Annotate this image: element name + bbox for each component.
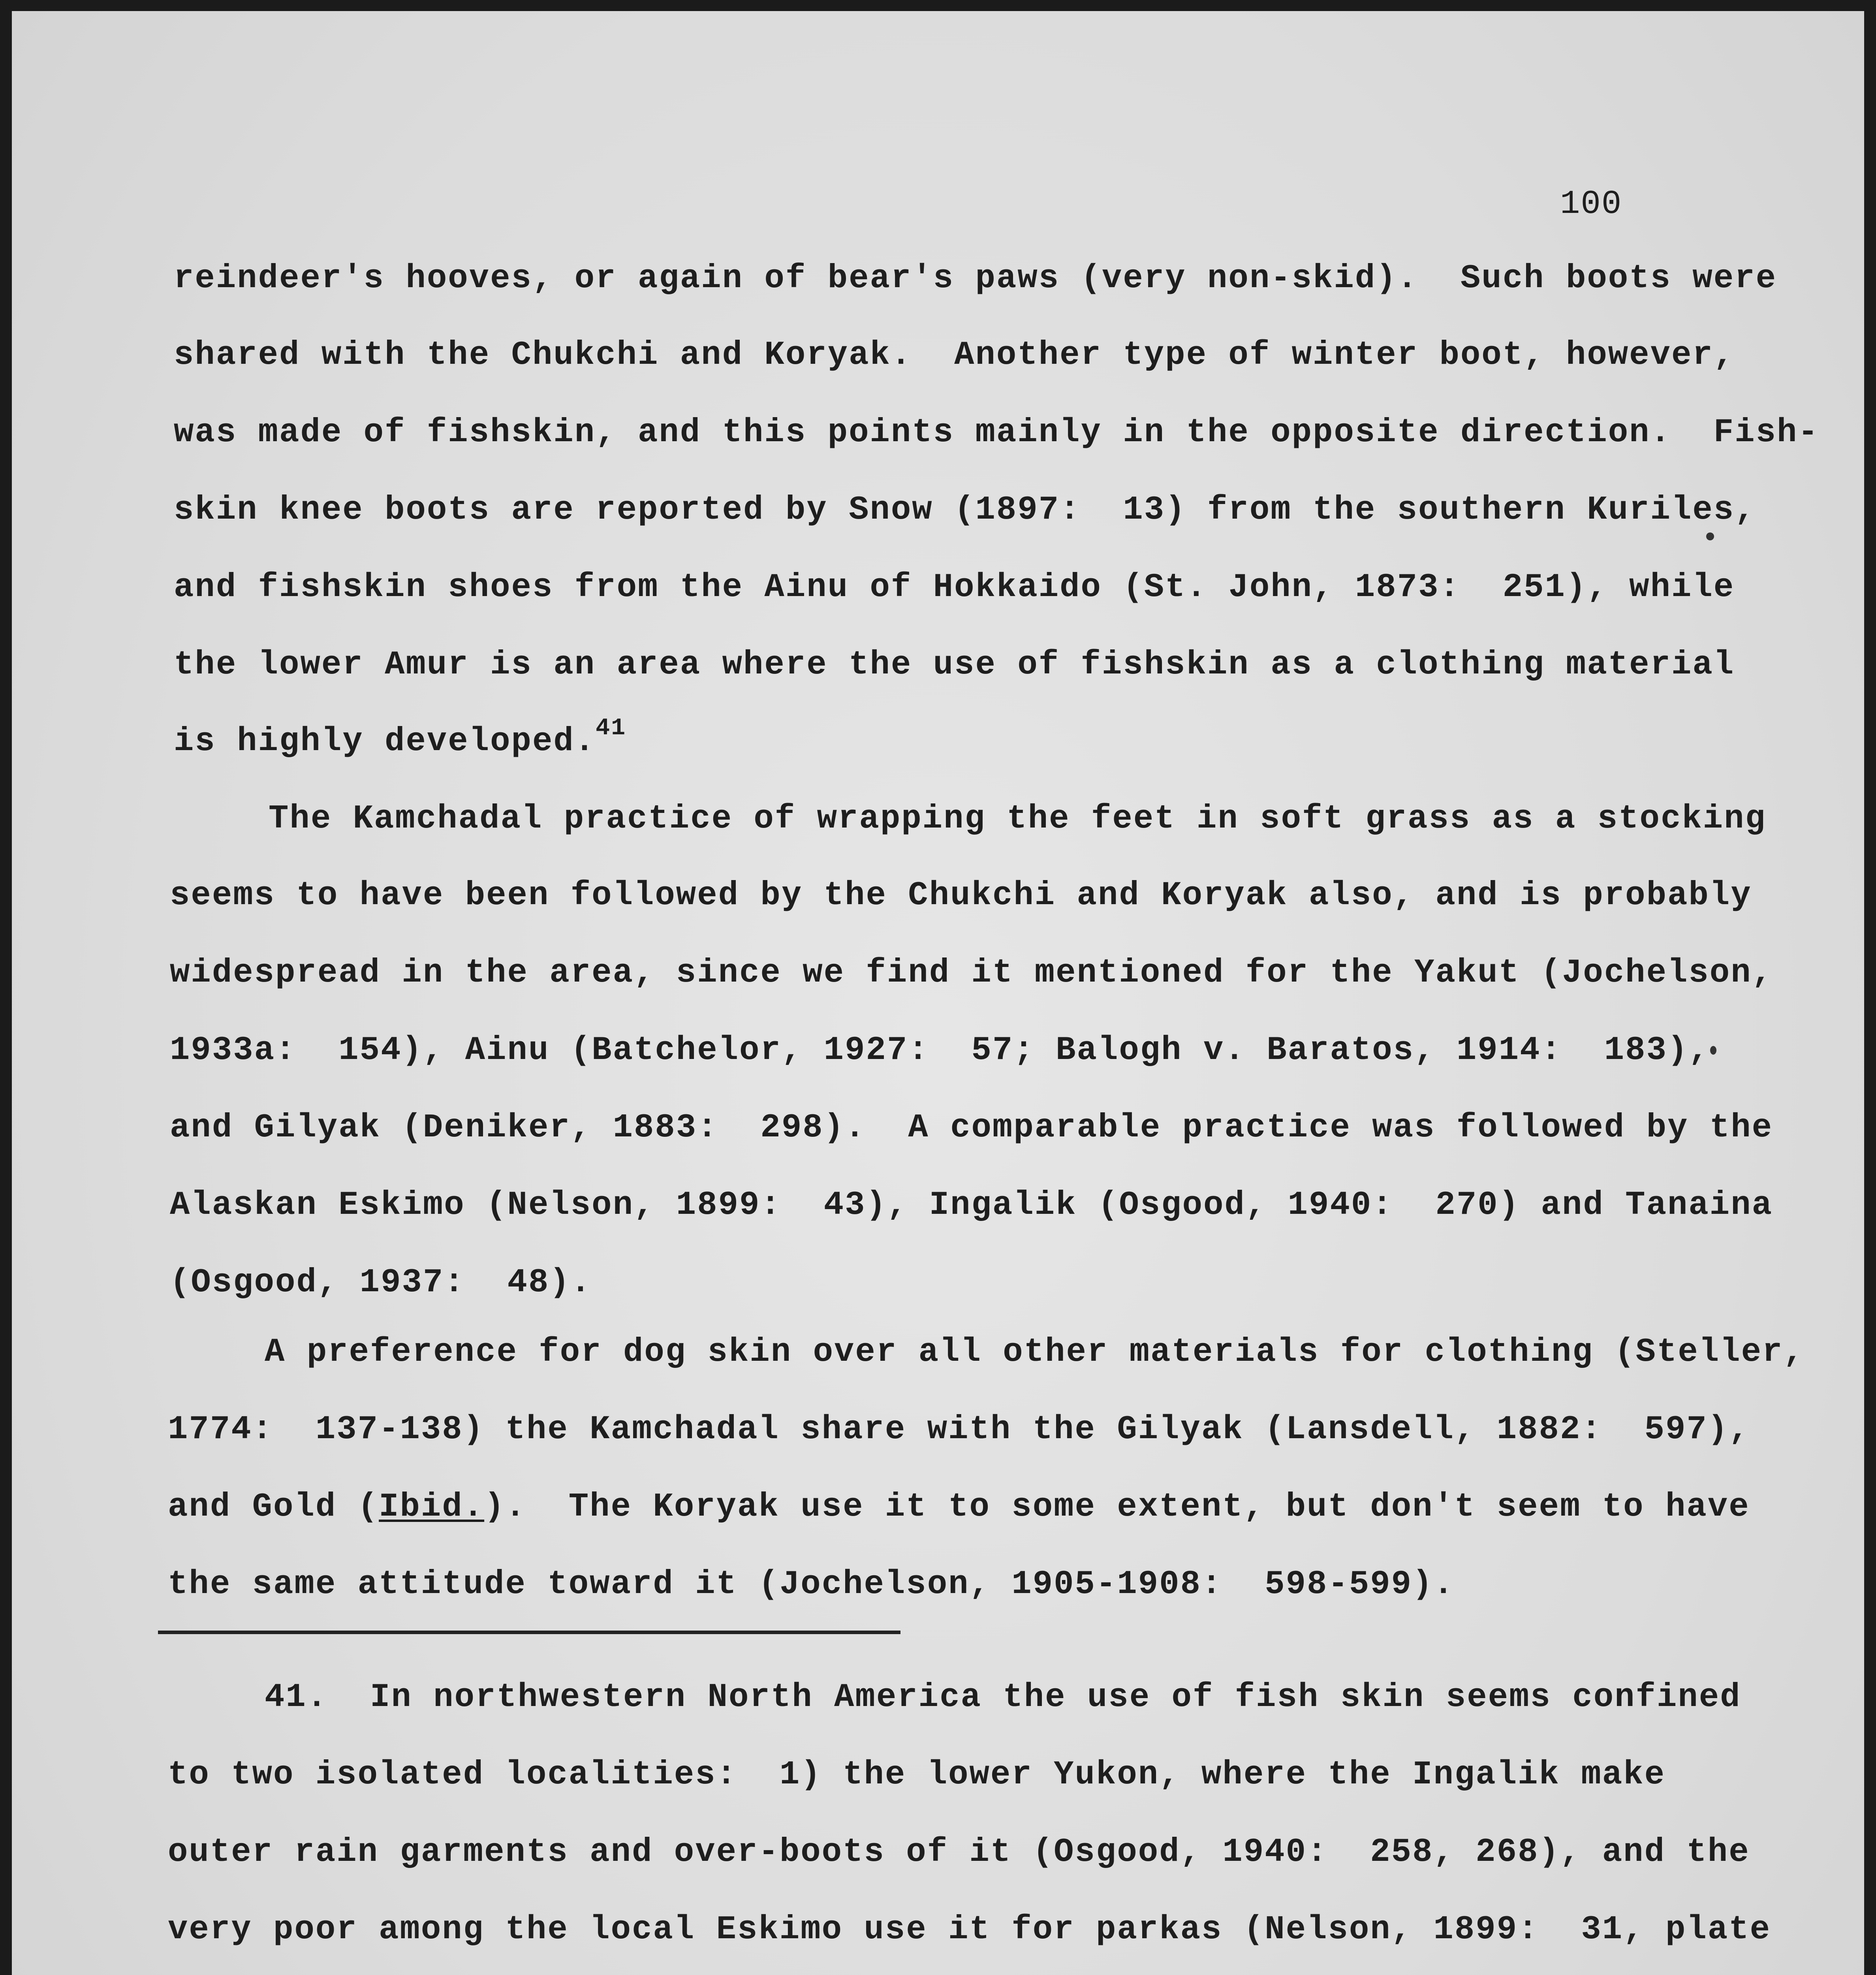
body-line-3: was made of fishskin, and this points mainly in the opposite direction. Fish- [174, 414, 1819, 451]
body-line-7 [174, 715, 627, 762]
footnote-line-4: very poor among the local Eskimo use it for parkas (Nelson, 1899: 31, plate [168, 1911, 1771, 1949]
footnote-line-3: outer rain garments and over-boots of it (Osgood, 1940: 258, 268), and the [168, 1834, 1750, 1871]
footnote-separator-rule [158, 1631, 900, 1634]
body-line-5: and fishskin shoes from the Ainu of Hokkaido (St. John, 1873: 251), while [174, 569, 1735, 606]
body-line-1: reindeer's hooves, or again of bear's paws (very non-skid). Such boots were [174, 260, 1777, 297]
body-line-12: and Gilyak (Deniker, 1883: 298). A comparable practice was followed by the [170, 1109, 1773, 1147]
document-page [12, 11, 1864, 1975]
body-line-11: 1933a: 154), Ainu (Batchelor, 1927: 57; Balogh v. Baratos, 1914: 183), [170, 1032, 1710, 1069]
footnote-reference: 41 [596, 715, 627, 742]
body-line-17-start: and Gold ( [168, 1488, 379, 1526]
body-line-7-text: is highly developed. [174, 723, 596, 760]
body-line-18: the same attitude toward it (Jochelson, 1905-1908: 598-599). [168, 1566, 1455, 1603]
scan-speck [1706, 532, 1714, 540]
ibid-underlined: Ibid. [379, 1488, 485, 1526]
body-line-4: skin knee boots are reported by Snow (1897: 13) from the southern Kuriles, [174, 491, 1756, 529]
body-line-9: seems to have been followed by the Chukchi and Koryak also, and is probably [170, 877, 1752, 914]
body-line-10: widespread in the area, since we find it mentioned for the Yakut (Jochelson, [170, 954, 1773, 992]
scan-speck [1710, 1046, 1716, 1055]
page-number: 100 [1560, 186, 1622, 223]
body-line-13: Alaskan Eskimo (Nelson, 1899: 43), Ingalik (Osgood, 1940: 270) and Tanaina [170, 1187, 1773, 1224]
body-line-17-end: ). The Koryak use it to some extent, but don't seem to have [484, 1488, 1750, 1526]
body-line-17 [168, 1488, 1750, 1527]
body-line-15: A preference for dog skin over all other materials for clothing (Steller, [265, 1334, 1805, 1371]
body-line-8: The Kamchadal practice of wrapping the feet in soft grass as a stocking [269, 800, 1766, 838]
body-line-2: shared with the Chukchi and Koryak. Another type of winter boot, however, [174, 337, 1735, 374]
footnote-line-1: 41. In northwestern North America the use of fish skin seems confined [265, 1679, 1741, 1716]
footnote-line-2: to two isolated localities: 1) the lower Yukon, where the Ingalik make [168, 1756, 1665, 1794]
body-line-6: the lower Amur is an area where the use of fishskin as a clothing material [174, 646, 1735, 684]
body-line-14: (Osgood, 1937: 48). [170, 1264, 592, 1302]
body-line-16: 1774: 137-138) the Kamchadal share with the Gilyak (Lansdell, 1882: 597), [168, 1411, 1750, 1448]
